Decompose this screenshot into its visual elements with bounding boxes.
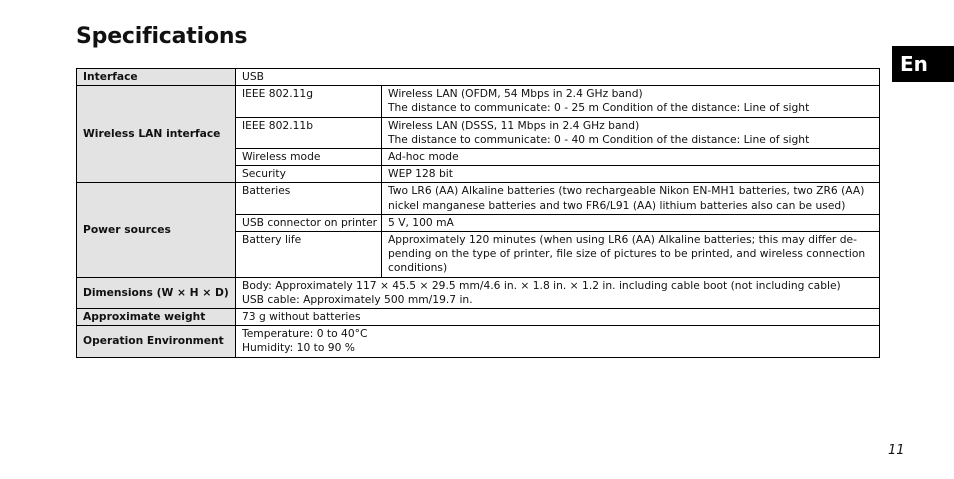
value-line: USB cable: Approximately 500 mm/19.7 in.: [242, 292, 473, 306]
environment-label: Operation Environment: [77, 326, 236, 357]
table-row: [77, 183, 880, 214]
table-row: [77, 69, 880, 86]
battery-life-label: Battery life: [236, 232, 382, 278]
power-sources-label: Power sources: [77, 183, 236, 277]
table-row: [77, 309, 880, 326]
value-line: Body: Approximately 117 × 45.5 × 29.5 mm/4.6 in. × 1.8 in. × 1.2 in. including cable boot (not including cable): [242, 278, 841, 292]
usb-connector-label: USB connector on printer: [236, 214, 382, 231]
value-line: Wireless LAN (OFDM, 54 Mbps in 2.4 GHz band): [388, 87, 643, 101]
table-row: [77, 86, 880, 117]
value-line: nickel manganese batteries and two FR6/L91 (AA) lithium batteries also can be used): [388, 198, 846, 212]
value-line: Wireless LAN (DSSS, 11 Mbps in 2.4 GHz band): [388, 118, 640, 132]
table-row: [77, 277, 880, 308]
interface-value: USB: [236, 69, 880, 86]
ieee-80211b-value: [382, 117, 880, 148]
wireless-mode-label: Wireless mode: [236, 149, 382, 166]
ieee-80211g-value: [382, 86, 880, 117]
ieee-80211b-label: IEEE 802.11b: [236, 117, 382, 148]
environment-value: [236, 326, 880, 357]
value-line: Temperature: 0 to 40°C: [242, 327, 368, 341]
value-line: The distance to communicate: 0 - 40 m Condition of the distance: Line of sight: [388, 132, 810, 146]
security-value: WEP 128 bit: [382, 166, 880, 183]
value-line: conditions): [388, 261, 448, 275]
batteries-label: Batteries: [236, 183, 382, 214]
usb-connector-value: 5 V, 100 mA: [382, 214, 880, 231]
value-line: The distance to communicate: 0 - 25 m Condition of the distance: Line of sight: [388, 101, 810, 115]
table-row: [77, 326, 880, 357]
page-number: 11: [888, 443, 905, 458]
ieee-80211g-label: IEEE 802.11g: [236, 86, 382, 117]
specifications-table: [76, 68, 880, 358]
value-line: Approximately 120 minutes (when using LR6 (AA) Alkaline batteries; this may differ de-: [388, 233, 857, 247]
value-line: Two LR6 (AA) Alkaline batteries (two rechargeable Nikon EN-MH1 batteries, two ZR6 (AA): [388, 184, 865, 198]
interface-label: Interface: [77, 69, 236, 86]
dimensions-value: [236, 277, 880, 308]
value-line: pending on the type of printer, file size of pictures to be printed, and wireless connection: [388, 247, 866, 261]
dimensions-label: Dimensions (W × H × D): [77, 277, 236, 308]
battery-life-value: [382, 232, 880, 278]
wireless-mode-value: Ad-hoc mode: [382, 149, 880, 166]
batteries-value: [382, 183, 880, 214]
weight-label: Approximate weight: [77, 309, 236, 326]
page-title: Specifications: [76, 24, 248, 49]
value-line: Humidity: 10 to 90 %: [242, 341, 355, 355]
language-tab: En: [892, 46, 954, 82]
wireless-lan-label: Wireless LAN interface: [77, 86, 236, 183]
weight-value: 73 g without batteries: [236, 309, 880, 326]
security-label: Security: [236, 166, 382, 183]
